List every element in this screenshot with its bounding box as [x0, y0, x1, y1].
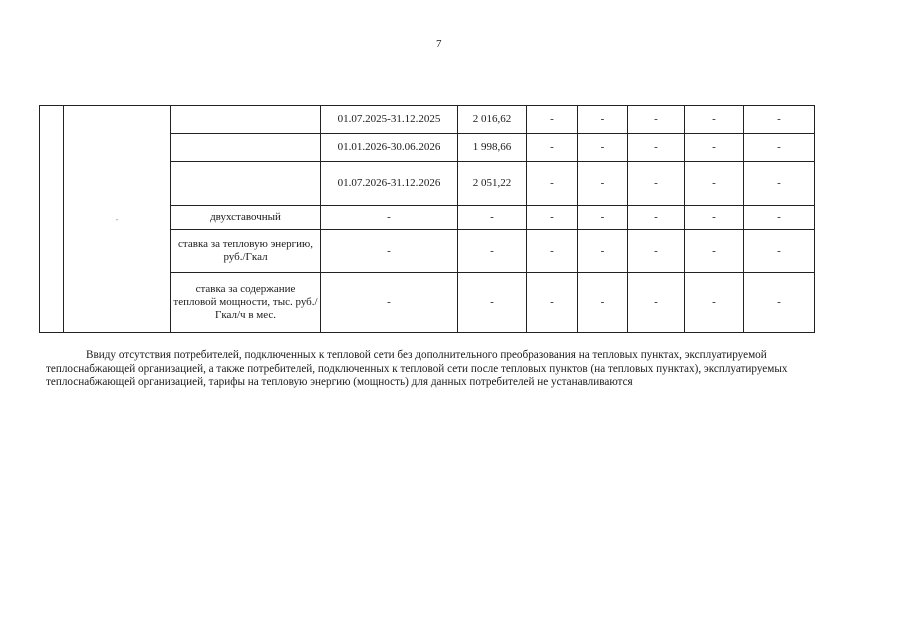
row-period: 01.07.2026-31.12.2026: [321, 162, 458, 206]
table-row: [40, 106, 815, 134]
row-period: -: [321, 273, 458, 333]
row-cell-2: -: [578, 273, 628, 333]
row-label: двухставочный: [171, 206, 321, 230]
row-value: 2 051,22: [458, 162, 527, 206]
row-cell-4: -: [685, 206, 744, 230]
row-cell-1: -: [527, 162, 578, 206]
row-cell-5: -: [744, 134, 815, 162]
row-cell-5: -: [744, 162, 815, 206]
tariff-table: [39, 105, 815, 333]
row-cell-4: -: [685, 162, 744, 206]
row-cell-4: -: [685, 134, 744, 162]
row-cell-4: -: [685, 273, 744, 333]
row-label: [171, 162, 321, 206]
row-cell-1: -: [527, 273, 578, 333]
row-cell-2: -: [578, 162, 628, 206]
row-label: ставка за содержание тепловой мощности, тыс. руб./Гкал/ч в мес.: [171, 273, 321, 333]
row-label: ставка за тепловую энергию, руб./Гкал: [171, 230, 321, 273]
row-cell-3: -: [628, 230, 685, 273]
row-cell-1: -: [527, 106, 578, 134]
row-cell-3: -: [628, 106, 685, 134]
row-cell-3: -: [628, 162, 685, 206]
row-cell-1: -: [527, 206, 578, 230]
row-period: 01.07.2025-31.12.2025: [321, 106, 458, 134]
row-label: [171, 106, 321, 134]
row-value: -: [458, 273, 527, 333]
row-cell-1: -: [527, 134, 578, 162]
row-cell-5: -: [744, 230, 815, 273]
row-value: -: [458, 230, 527, 273]
row-cell-2: -: [578, 134, 628, 162]
row-cell-2: -: [578, 106, 628, 134]
row-cell-1: -: [527, 230, 578, 273]
row-cell-4: -: [685, 106, 744, 134]
merged-left-mark: -: [115, 213, 119, 224]
row-value: 1 998,66: [458, 134, 527, 162]
page-number: 7: [436, 38, 442, 50]
row-cell-4: -: [685, 230, 744, 273]
row-cell-2: -: [578, 230, 628, 273]
row-period: -: [321, 230, 458, 273]
row-cell-5: -: [744, 106, 815, 134]
row-cell-5: -: [744, 273, 815, 333]
row-period: -: [321, 206, 458, 230]
row-cell-3: -: [628, 134, 685, 162]
row-cell-3: -: [628, 206, 685, 230]
note-paragraph: Ввиду отсутствия потребителей, подключенных к тепловой сети без дополнительного преобразования на тепловых пунктах, эксплуатируемой теплоснабжающей организацией, а также потребителей, подключенных к тепловой сети после тепловых пунктов (на тепловых пунктах), эксплуатируемых теплоснабжающей организацией, тарифы на тепловую энергию (мощность) для данных потребителей не устанавливаются: [46, 349, 788, 388]
row-period: 01.01.2026-30.06.2026: [321, 134, 458, 162]
row-cell-2: -: [578, 206, 628, 230]
row-cell-5: -: [744, 206, 815, 230]
row-value: 2 016,62: [458, 106, 527, 134]
row-cell-3: -: [628, 273, 685, 333]
merged-index-cell: [40, 106, 64, 333]
row-value: -: [458, 206, 527, 230]
row-label: [171, 134, 321, 162]
merged-category-cell: [64, 106, 171, 333]
